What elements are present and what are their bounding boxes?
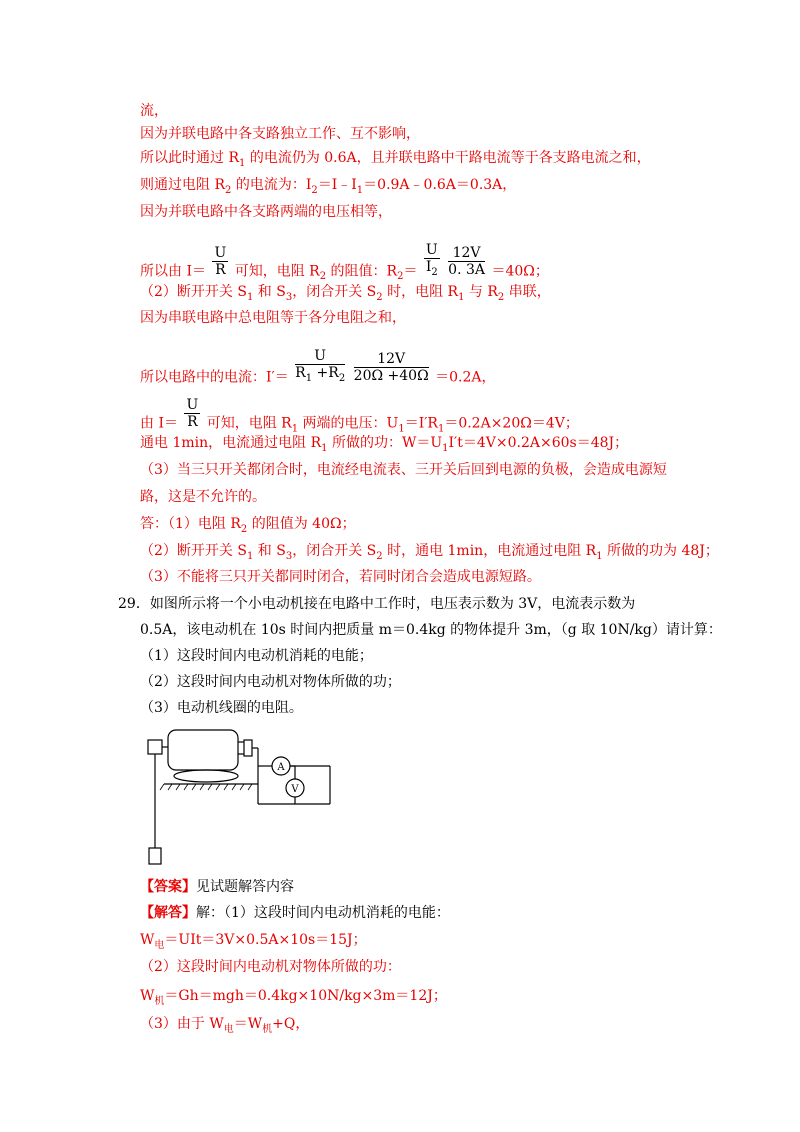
solution-line: （3）由于 $W_电=W_机+Q$， bbox=[140, 1016, 310, 1035]
text-line: 则通过电阻 $R_2$ 的电流为：$I_2=I﹣I_1=0.9A﹣0.6A=0.3A$， bbox=[140, 177, 517, 196]
fraction: $\frac{U}{R}$ bbox=[214, 244, 227, 278]
motor-icon bbox=[168, 730, 238, 770]
text-line: 因为串联电路中总电阻等于各分电阻之和， bbox=[140, 310, 406, 326]
text-line: （3）不能将三只开关都同时闭合，若同时闭合会造成电源短路。 bbox=[140, 569, 541, 585]
text-line: （3）当三只开关都闭合时，电流经电流表、三开关后回到电源的负极，会造成电源短 bbox=[140, 462, 667, 478]
motor-circuit-diagram bbox=[140, 724, 360, 874]
ammeter-label: A bbox=[277, 762, 285, 773]
solution-line: $W_机=Gh=mgh=0.4kg\times 10N/kg\times 3m=12J$； bbox=[140, 988, 447, 1007]
question-29-part: （1）这段时间内电动机消耗的电能； bbox=[140, 648, 373, 664]
text-line: 路，这是不允许的。 bbox=[140, 489, 266, 505]
text-line: 因为并联电路中各支路两端的电压相等， bbox=[140, 204, 392, 220]
text-line: 流， bbox=[140, 103, 168, 119]
fraction: $\frac{U}{R}$ bbox=[186, 397, 199, 430]
question-29-part: （2）这段时间内电动机对物体所做的功； bbox=[140, 674, 401, 690]
question-29-stem: 0.5A，该电动机在 10s 时间内把质量 m＝0.4kg 的物体提升 3m，（g 取 10N/kg）请计算： bbox=[140, 622, 722, 638]
weight-block-icon bbox=[149, 848, 161, 864]
text-line: 因为并联电路中各支路独立工作、互不影响， bbox=[140, 126, 420, 142]
text-line: 答：（1）电阻 $R_2$ 的阻值为 40Ω； bbox=[140, 516, 356, 535]
fraction: $\frac{U}{I_2}$ bbox=[425, 242, 438, 278]
text-line: 所以此时通过 $R_1$ 的电流仍为 0.6A，且并联电路中干路电流等于各支路电流之和， bbox=[140, 150, 651, 169]
formula-line: 所以电路中的电流：I′＝ $\frac{U}{R_1 +R_2}$ $\frac{12V}{20\Omega +40\Omega}$ ＝0.2A， bbox=[140, 348, 496, 386]
text-line: （2）断开开关 $S_1$ 和 $S_3$，闭合开关 $S_2$ 时，通电 1min，电流通过电阻 $R_1$ 所做的功为 48J； bbox=[140, 543, 719, 562]
solution-header: 【解答】解：（1）这段时间内电动机消耗的电能： bbox=[140, 905, 450, 921]
voltmeter-label: V bbox=[291, 784, 299, 795]
pulley-icon bbox=[148, 740, 162, 754]
solution-line: （2）这段时间内电动机对物体所做的功： bbox=[140, 959, 401, 975]
fraction: $\frac{U}{R_1 +R_2}$ bbox=[295, 348, 346, 384]
text-line: （2）断开开关 $S_1$ 和 $S_3$，闭合开关 $S_2$ 时，电阻 $R_1$ 与 $R_2$ 串联， bbox=[140, 284, 551, 303]
question-29-stem: 29．如图所示将一个小电动机接在电路中工作时，电压表示数为 3V，电流表示数为 bbox=[118, 596, 636, 612]
solution-line: $W_电=UIt=3V\times 0.5A\times 10s=15J$； bbox=[140, 932, 367, 951]
question-29-part: （3）电动机线圈的电阻。 bbox=[140, 700, 303, 716]
fraction: $\frac{12V}{0. 3A}$ bbox=[448, 244, 485, 278]
answer-line: 【答案】见试题解答内容 bbox=[140, 879, 294, 895]
fraction: $\frac{12V}{20\Omega +40\Omega}$ bbox=[353, 350, 429, 384]
text-line: 通电 1min，电流通过电阻 $R_1$ 所做的功：$W=U_1I't=4V\times 0.2A\times 60s=48J$； bbox=[140, 435, 629, 454]
formula-line: 由 I＝ $\frac{U}{R}$ 可知，电阻 $R_1$ 两端的电压：$U_1=I'R_1=0.2A\times 20\Omega=4V$； bbox=[140, 397, 579, 435]
formula-line: 所以由 I＝ $\frac{U}{R}$ 可知，电阻 $R_2$ 的阻值：$R_2=$ $\frac{U}{I_2}$ $\frac{12V}{0. 3A}$ ＝40Ω； bbox=[140, 242, 549, 283]
